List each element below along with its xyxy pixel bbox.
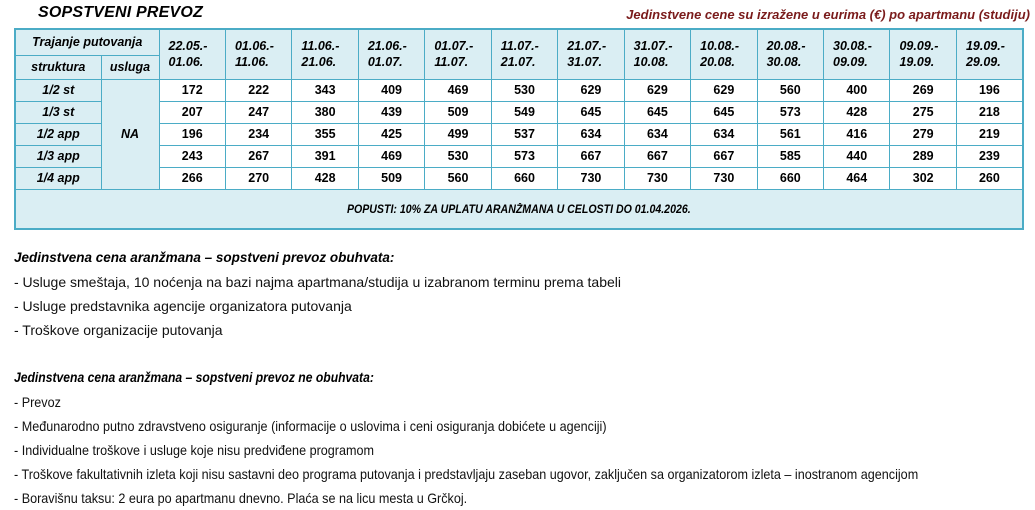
discount-row bbox=[15, 189, 1023, 229]
period-from: 09.09.- bbox=[899, 39, 939, 53]
period-from: 01.06.- bbox=[234, 39, 274, 53]
period-from: 22.05.- bbox=[168, 39, 208, 53]
price-cell: 645 bbox=[558, 101, 624, 123]
period-header bbox=[624, 29, 690, 79]
section-item: - Usluge smeštaja, 10 noćenja na bazi najma apartmana/studija u izabranom terminu prema tabeli bbox=[14, 274, 621, 290]
period-header bbox=[757, 29, 823, 79]
section bbox=[14, 366, 1035, 510]
price-cell: 355 bbox=[292, 123, 358, 145]
price-table-footer bbox=[15, 189, 1023, 229]
price-cell: 439 bbox=[358, 101, 424, 123]
period-to: 29.09. bbox=[965, 55, 1001, 70]
period-header bbox=[491, 29, 557, 79]
section-item: - Međunarodno putno zdravstveno osiguranje (informacije o uslovima i ceni osiguranja dobićete u agenciji) bbox=[14, 418, 607, 434]
price-table-header bbox=[15, 29, 1023, 79]
price-cell: 409 bbox=[358, 79, 424, 101]
price-cell: 530 bbox=[491, 79, 557, 101]
price-table bbox=[14, 28, 1024, 230]
discount-cell bbox=[15, 189, 1023, 229]
price-cell: 207 bbox=[159, 101, 225, 123]
period-from: 30.08.- bbox=[833, 39, 872, 53]
period-to: 01.06. bbox=[168, 55, 204, 70]
price-cell: 425 bbox=[358, 123, 424, 145]
period-to: 11.06. bbox=[234, 55, 269, 70]
price-cell: 561 bbox=[757, 123, 823, 145]
currency-note: Jedinstvene cene su izražene u eurima (€) po apartmanu (studiju) bbox=[626, 7, 1030, 22]
price-cell: 634 bbox=[624, 123, 690, 145]
price-cell: 196 bbox=[956, 79, 1022, 101]
price-cell: 279 bbox=[890, 123, 956, 145]
price-cell: 573 bbox=[757, 101, 823, 123]
price-cell: 499 bbox=[425, 123, 491, 145]
price-cell: 730 bbox=[558, 167, 624, 189]
period-header bbox=[558, 29, 624, 79]
price-cell: 629 bbox=[691, 79, 757, 101]
price-cell: 464 bbox=[824, 167, 890, 189]
price-cell: 573 bbox=[491, 145, 557, 167]
price-cell: 667 bbox=[558, 145, 624, 167]
price-cell: 469 bbox=[425, 79, 491, 101]
structure-header: struktura bbox=[15, 55, 101, 79]
period-from: 10.08.- bbox=[700, 39, 740, 53]
price-cell: 172 bbox=[159, 79, 225, 101]
price-cell: 219 bbox=[956, 123, 1022, 145]
period-from: 21.07.- bbox=[567, 39, 607, 53]
structure-label: 1/3 app bbox=[15, 145, 101, 167]
price-cell: 267 bbox=[225, 145, 291, 167]
service-header: usluga bbox=[101, 55, 159, 79]
price-cell: 645 bbox=[624, 101, 690, 123]
table-row bbox=[15, 167, 1023, 189]
price-cell: 660 bbox=[757, 167, 823, 189]
page-title: SOPSTVENI PREVOZ bbox=[38, 4, 204, 21]
section-heading: Jedinstvena cena aranžmana – sopstveni prevoz obuhvata: bbox=[14, 250, 395, 265]
description-sections bbox=[14, 246, 1035, 510]
period-from: 11.06.- bbox=[301, 39, 340, 53]
period-to: 10.08. bbox=[633, 55, 669, 70]
period-to: 30.08. bbox=[766, 55, 802, 70]
period-header bbox=[824, 29, 890, 79]
table-row bbox=[15, 79, 1023, 101]
price-cell: 269 bbox=[890, 79, 956, 101]
period-to: 19.09. bbox=[899, 55, 935, 70]
price-cell: 391 bbox=[292, 145, 358, 167]
period-header bbox=[691, 29, 757, 79]
price-cell: 645 bbox=[691, 101, 757, 123]
price-cell: 234 bbox=[225, 123, 291, 145]
period-to: 31.07. bbox=[567, 55, 602, 70]
period-to: 20.08. bbox=[700, 55, 735, 70]
section-item: - Troškove fakultativnih izleta koji nisu sastavni deo programa putovanja i predstavljaju zaseban ugovor, zaključen sa organizatorom izleta – inostranom agencijom bbox=[14, 466, 919, 482]
structure-label: 1/2 st bbox=[15, 79, 101, 101]
price-cell: 560 bbox=[425, 167, 491, 189]
price-cell: 196 bbox=[159, 123, 225, 145]
price-cell: 218 bbox=[956, 101, 1022, 123]
price-cell: 416 bbox=[824, 123, 890, 145]
period-from: 31.07.- bbox=[633, 39, 673, 53]
period-to: 01.07. bbox=[367, 55, 403, 70]
structure-label: 1/4 app bbox=[15, 167, 101, 189]
price-cell: 634 bbox=[691, 123, 757, 145]
section-item: - Boravišnu taksu: 2 eura po apartmanu dnevno. Plaća se na licu mesta u Grčkoj. bbox=[14, 490, 468, 506]
price-table-body bbox=[15, 79, 1023, 189]
price-cell: 667 bbox=[624, 145, 690, 167]
price-cell: 509 bbox=[425, 101, 491, 123]
section-heading: Jedinstvena cena aranžmana – sopstveni prevoz ne obuhvata: bbox=[14, 370, 374, 385]
price-cell: 634 bbox=[558, 123, 624, 145]
period-from: 21.06.- bbox=[367, 39, 407, 53]
period-header bbox=[225, 29, 291, 79]
price-cell: 302 bbox=[890, 167, 956, 189]
price-cell: 222 bbox=[225, 79, 291, 101]
price-cell: 730 bbox=[624, 167, 690, 189]
price-cell: 380 bbox=[292, 101, 358, 123]
period-from: 19.09.- bbox=[965, 39, 1005, 53]
period-header bbox=[159, 29, 225, 79]
section-item: - Usluge predstavnika agencije organizatora putovanja bbox=[14, 298, 352, 314]
price-cell: 428 bbox=[824, 101, 890, 123]
section-item: - Prevoz bbox=[14, 394, 61, 410]
table-row bbox=[15, 145, 1023, 167]
price-cell: 428 bbox=[292, 167, 358, 189]
period-to: 11.07. bbox=[434, 55, 469, 70]
period-from: 11.07.- bbox=[500, 39, 539, 53]
period-header bbox=[956, 29, 1022, 79]
structure-label: 1/2 app bbox=[15, 123, 101, 145]
duration-header: Trajanje putovanja bbox=[15, 29, 159, 55]
section-item: - Troškove organizacije putovanja bbox=[14, 322, 223, 338]
price-cell: 549 bbox=[491, 101, 557, 123]
price-cell: 530 bbox=[425, 145, 491, 167]
price-cell: 537 bbox=[491, 123, 557, 145]
header-row-1 bbox=[15, 29, 1023, 55]
price-cell: 660 bbox=[491, 167, 557, 189]
price-cell: 243 bbox=[159, 145, 225, 167]
period-from: 01.07.- bbox=[434, 39, 474, 53]
price-cell: 343 bbox=[292, 79, 358, 101]
document-header bbox=[0, 0, 1035, 28]
price-cell: 400 bbox=[824, 79, 890, 101]
section-item: - Individualne troškove i usluge koje nisu predviđene programom bbox=[14, 442, 374, 458]
price-cell: 239 bbox=[956, 145, 1022, 167]
table-row bbox=[15, 123, 1023, 145]
price-cell: 585 bbox=[757, 145, 823, 167]
price-cell: 266 bbox=[159, 167, 225, 189]
price-cell: 440 bbox=[824, 145, 890, 167]
price-cell: 509 bbox=[358, 167, 424, 189]
price-cell: 275 bbox=[890, 101, 956, 123]
price-cell: 629 bbox=[624, 79, 690, 101]
price-cell: 260 bbox=[956, 167, 1022, 189]
price-cell: 629 bbox=[558, 79, 624, 101]
price-cell: 469 bbox=[358, 145, 424, 167]
period-to: 21.06. bbox=[301, 55, 337, 70]
price-cell: 247 bbox=[225, 101, 291, 123]
period-from: 20.08.- bbox=[766, 39, 806, 53]
discount-note: POPUSTI: 10% ZA UPLATU ARANŽMANA U CELOSTI DO 01.04.2026. bbox=[347, 203, 691, 216]
period-to: 21.07. bbox=[500, 55, 536, 70]
price-cell: 289 bbox=[890, 145, 956, 167]
period-header bbox=[358, 29, 424, 79]
structure-label: 1/3 st bbox=[15, 101, 101, 123]
price-cell: 270 bbox=[225, 167, 291, 189]
period-header bbox=[292, 29, 358, 79]
price-cell: 730 bbox=[691, 167, 757, 189]
period-header bbox=[890, 29, 956, 79]
price-cell: 667 bbox=[691, 145, 757, 167]
period-to: 09.09. bbox=[833, 55, 868, 70]
price-cell: 560 bbox=[757, 79, 823, 101]
table-row bbox=[15, 101, 1023, 123]
service-value: NA bbox=[101, 79, 159, 189]
section bbox=[14, 246, 1035, 342]
period-header bbox=[425, 29, 491, 79]
